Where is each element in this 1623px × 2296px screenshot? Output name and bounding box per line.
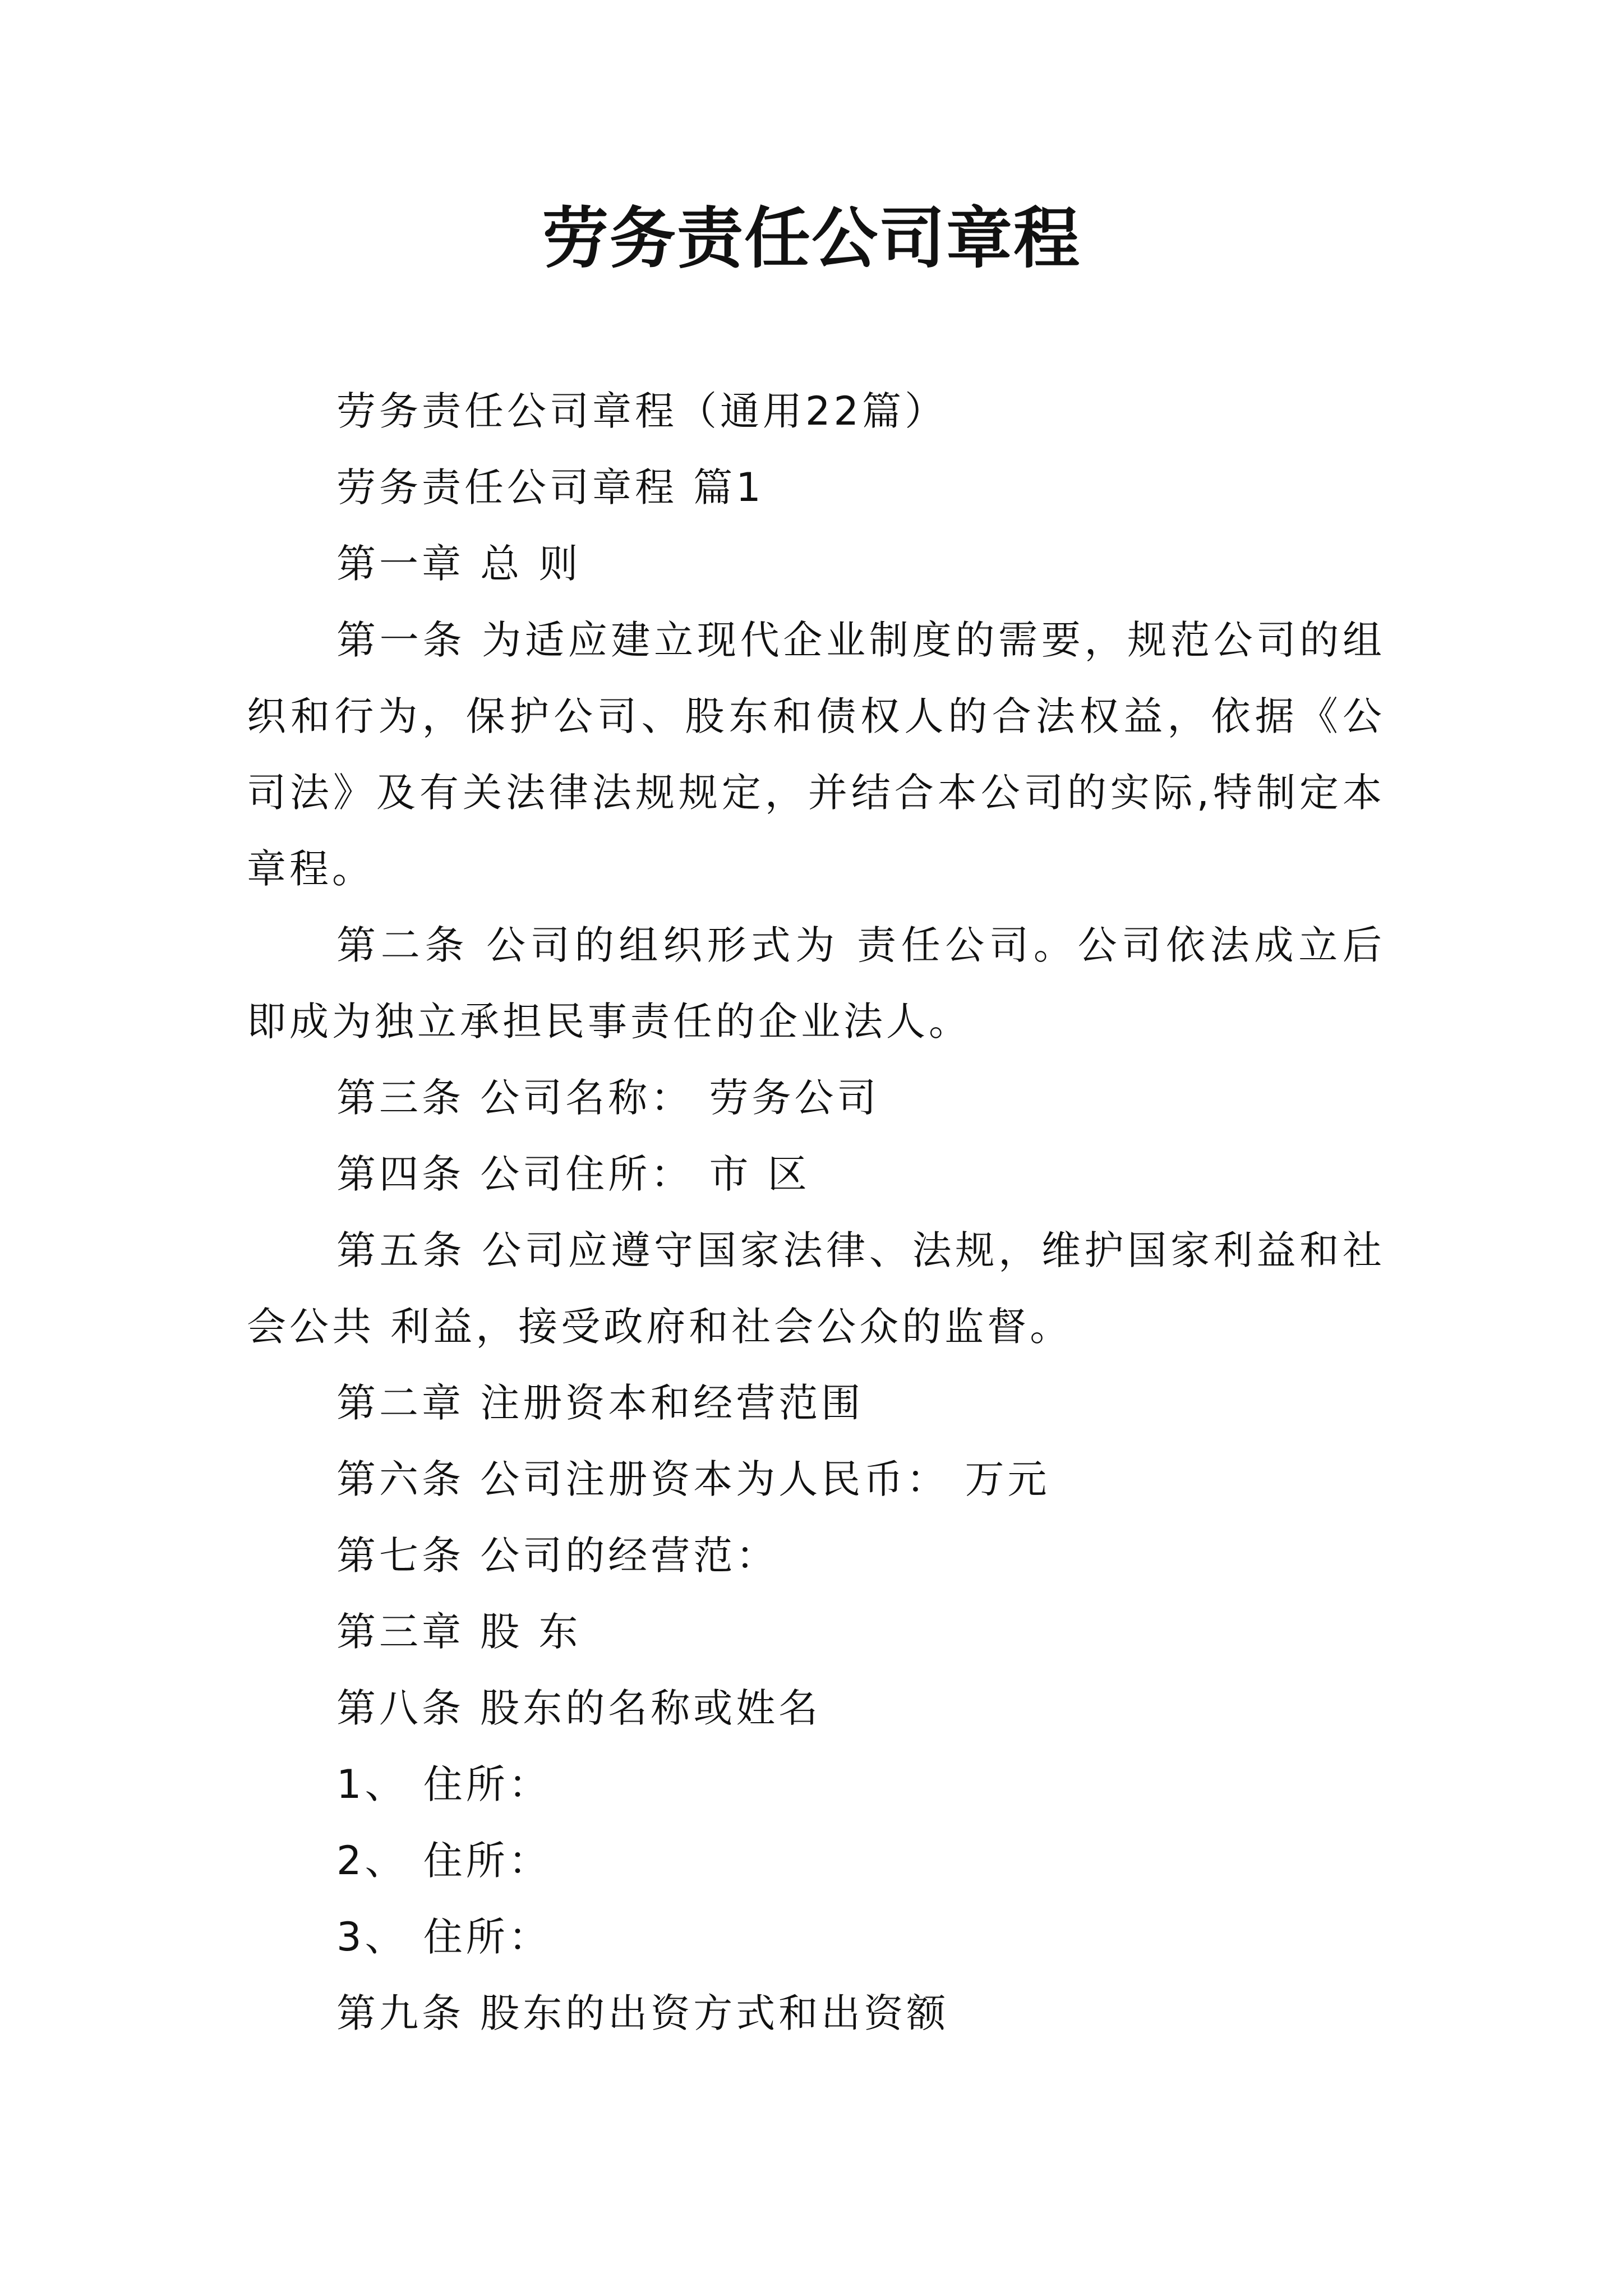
article-8: 第八条 股东的名称或姓名: [336, 1685, 822, 1731]
chapter-3-heading: 第三章 股 东: [336, 1609, 582, 1655]
document-title: 劳务责任公司章程: [542, 199, 1081, 277]
chapter-2-heading: 第二章 注册资本和经营范围: [336, 1380, 864, 1426]
article-3: 第三条 公司名称： 劳务公司: [336, 1075, 880, 1121]
article-2: 第二条 公司的组织形式为 责任公司。公司依法成立后即成为独立承担民事责任的企业法人。: [247, 922, 1385, 1045]
shareholder-item-2: 2、 住所：: [336, 1838, 551, 1884]
article-7: 第七条 公司的经营范：: [336, 1533, 779, 1579]
paragraph-heading-part-1: 劳务责任公司章程 篇1: [336, 464, 764, 510]
document-body: [247, 373, 1385, 2051]
shareholder-item-1: 1、 住所：: [336, 1761, 551, 1807]
article-5: 第五条 公司应遵守国家法律、法规，维护国家利益和社会公共 利益，接受政府和社会公众的监督。: [247, 1227, 1385, 1350]
article-1: 第一条 为适应建立现代企业制度的需要，规范公司的组织和行为，保护公司、股东和债权人的合法权益，依据《公司法》及有关法律法规规定，并结合本公司的实际,特制定本章程。: [247, 617, 1385, 892]
article-4: 第四条 公司住所： 市 区: [336, 1151, 810, 1197]
article-6: 第六条 公司注册资本为人民币： 万元: [336, 1456, 1050, 1502]
shareholder-item-3: 3、 住所：: [336, 1914, 551, 1960]
chapter-1-heading: 第一章 总 则: [336, 541, 582, 587]
paragraph-heading-collection: 劳务责任公司章程（通用22篇）: [336, 388, 948, 434]
article-9: 第九条 股东的出资方式和出资额: [336, 1990, 949, 2036]
